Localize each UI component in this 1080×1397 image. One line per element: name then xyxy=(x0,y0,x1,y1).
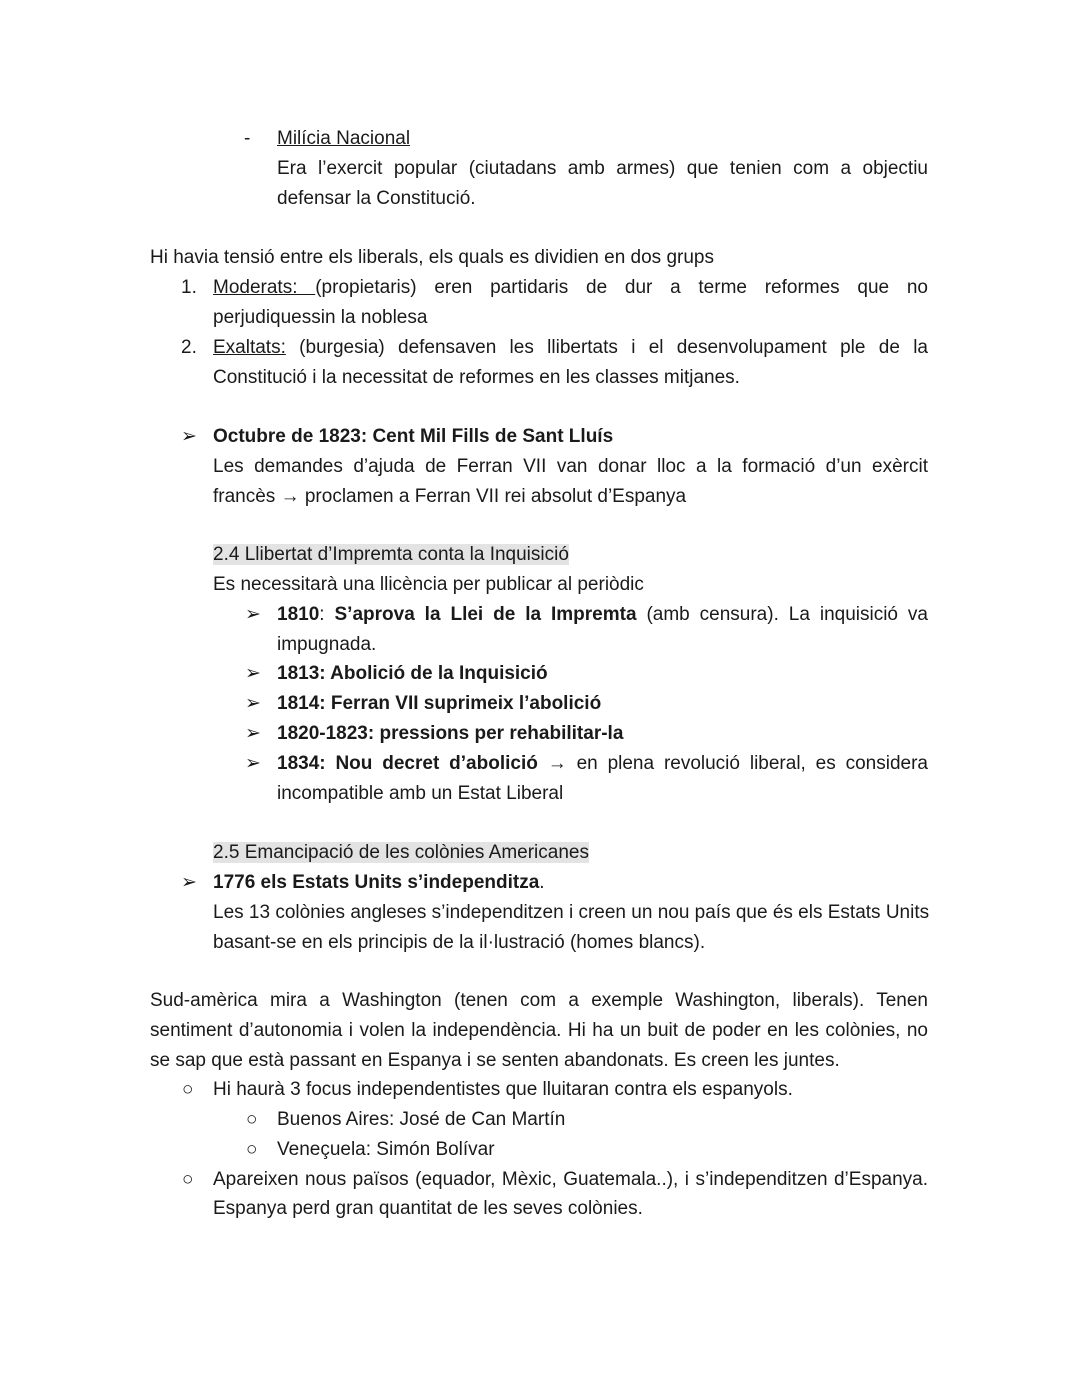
circle-bullet-icon: ○ xyxy=(182,1169,194,1190)
october-text-line-2: francès → proclamen a Ferran VII rei absolut d’Espanya xyxy=(213,486,687,507)
press-item-1810-text xyxy=(277,600,928,630)
southamerica-line-1: Sud-amèrica mira a Washington (tenen com a exemple Washington, liberals). Tenen xyxy=(150,990,928,1011)
arrow-bullet-icon: ➢ xyxy=(181,872,197,893)
focus-sub-item-1 xyxy=(0,1105,1080,1135)
usa-dot: . xyxy=(539,872,545,893)
list-number: 1. xyxy=(181,277,197,298)
arrow-bullet-icon: ➢ xyxy=(245,693,261,714)
arrow-bullet-icon: ➢ xyxy=(245,663,261,684)
group-item-1-text xyxy=(213,273,928,303)
arrow-bullet-icon: ➢ xyxy=(181,426,197,447)
press-item-1834-line-2: incompatible amb un Estat Liberal xyxy=(277,783,564,804)
new-countries-line-2: Espanya perd gran quantitat de les seves colònies. xyxy=(213,1198,643,1219)
usa-item xyxy=(0,868,1080,898)
focus-item-text: Hi haurà 3 focus independentistes que lluitaran contra els espanyols. xyxy=(213,1079,793,1100)
group-item-1-line-2: perjudiquessin la noblesa xyxy=(213,307,428,328)
press-item-1814 xyxy=(0,689,1080,719)
group-item-2-text xyxy=(213,333,928,363)
arrow-bullet-icon: ➢ xyxy=(245,604,261,625)
section-heading-colonies xyxy=(213,838,1080,868)
circle-bullet-icon: ○ xyxy=(182,1079,194,1100)
group-item-1-rest: (propietaris) eren partidaris de dur a terme reformes que no xyxy=(315,277,928,298)
law-title: S’aprova la Llei de la Impremta xyxy=(334,604,637,625)
circle-bullet-icon: ○ xyxy=(246,1139,258,1160)
usa-text-line-2: basant-se en els principis de la il·lustració (homes blancs). xyxy=(213,932,706,953)
focus-sub-item-2 xyxy=(0,1135,1080,1165)
group-label-moderats: Moderats: xyxy=(213,277,316,298)
militia-text-line-2: defensar la Constitució. xyxy=(277,188,476,209)
arrow-bullet-icon: ➢ xyxy=(245,723,261,744)
press-item-1810 xyxy=(0,600,1080,630)
press-item-1810-line-2: impugnada. xyxy=(277,634,377,655)
southamerica-line-2: sentiment d’autonomia i volen la independència. Hi ha un buit de poder en les colònies, no xyxy=(150,1020,928,1041)
new-countries-item xyxy=(0,1165,1080,1195)
year-1810: 1810 xyxy=(277,604,320,625)
group-item-2 xyxy=(0,333,1080,363)
group-item-1 xyxy=(0,273,1080,303)
circle-bullet-icon: ○ xyxy=(246,1109,258,1130)
decree-title: 1834: Nou decret d’abolició xyxy=(277,753,538,774)
press-heading: 2.4 Llibertat d’Impremta conta la Inquisició xyxy=(213,544,569,565)
southamerica-line-3: se sap que està passant en Espanya i se senten abandonats. Es creen les juntes. xyxy=(150,1050,840,1071)
press-item-1820-text: 1820-1823: pressions per rehabilitar-la xyxy=(277,723,624,744)
focus-sub-item-2-text: Veneçuela: Simón Bolívar xyxy=(277,1139,495,1160)
section-heading-press xyxy=(213,540,1080,570)
group-item-2-line-2: Constitució i la necessitat de reformes en les classes mitjanes. xyxy=(213,367,740,388)
colon: : xyxy=(319,604,335,625)
group-item-2-rest: (burgesia) defensaven les llibertats i el desenvolupament ple de la xyxy=(285,337,928,358)
group-label-exaltats: Exaltats: xyxy=(213,337,286,358)
press-intro: Es necessitarà una llicència per publicar al periòdic xyxy=(213,574,644,595)
decree-rest: → en plena revolució liberal, es considera xyxy=(537,753,928,774)
law-rest: (amb censura). La inquisició va xyxy=(636,604,928,625)
list-number: 2. xyxy=(181,337,197,358)
militia-text-line-1: Era l’exercit popular (ciutadans amb armes) que tenien com a objectiu xyxy=(277,158,928,179)
new-countries-line-1: Apareixen nous països (equador, Mèxic, Guatemala..), i s’independitzen d’Espanya. xyxy=(213,1169,928,1190)
press-item-1834 xyxy=(0,749,1080,779)
press-item-1813 xyxy=(0,659,1080,689)
usa-title-wrap xyxy=(213,868,545,898)
press-item-1813-text: 1813: Abolició de la Inquisició xyxy=(277,663,548,684)
october-text-line-1: Les demandes d’ajuda de Ferran VII van donar lloc a la formació d’un exèrcit xyxy=(213,456,928,477)
dash-marker: - xyxy=(244,128,251,149)
usa-title: 1776 els Estats Units s’independitza xyxy=(213,872,540,893)
colonies-heading: 2.5 Emancipació de les colònies Americanes xyxy=(213,842,589,863)
tension-intro: Hi havia tensió entre els liberals, els quals es dividien en dos grups xyxy=(150,247,714,268)
press-item-1834-text xyxy=(277,749,928,779)
militia-title: Milícia Nacional xyxy=(277,128,411,149)
militia-title-line xyxy=(0,124,1080,154)
press-item-1820 xyxy=(0,719,1080,749)
usa-text-line-1: Les 13 colònies angleses s’independitzen i creen un nou país que és els Estats Units xyxy=(213,902,930,923)
focus-sub-item-1-text: Buenos Aires: José de Can Martín xyxy=(277,1109,566,1130)
october-title: Octubre de 1823: Cent Mil Fills de Sant Lluís xyxy=(213,426,614,447)
october-item xyxy=(0,422,1080,452)
focus-item xyxy=(0,1075,1080,1105)
arrow-bullet-icon: ➢ xyxy=(245,753,261,774)
press-item-1814-text: 1814: Ferran VII suprimeix l’abolició xyxy=(277,693,602,714)
